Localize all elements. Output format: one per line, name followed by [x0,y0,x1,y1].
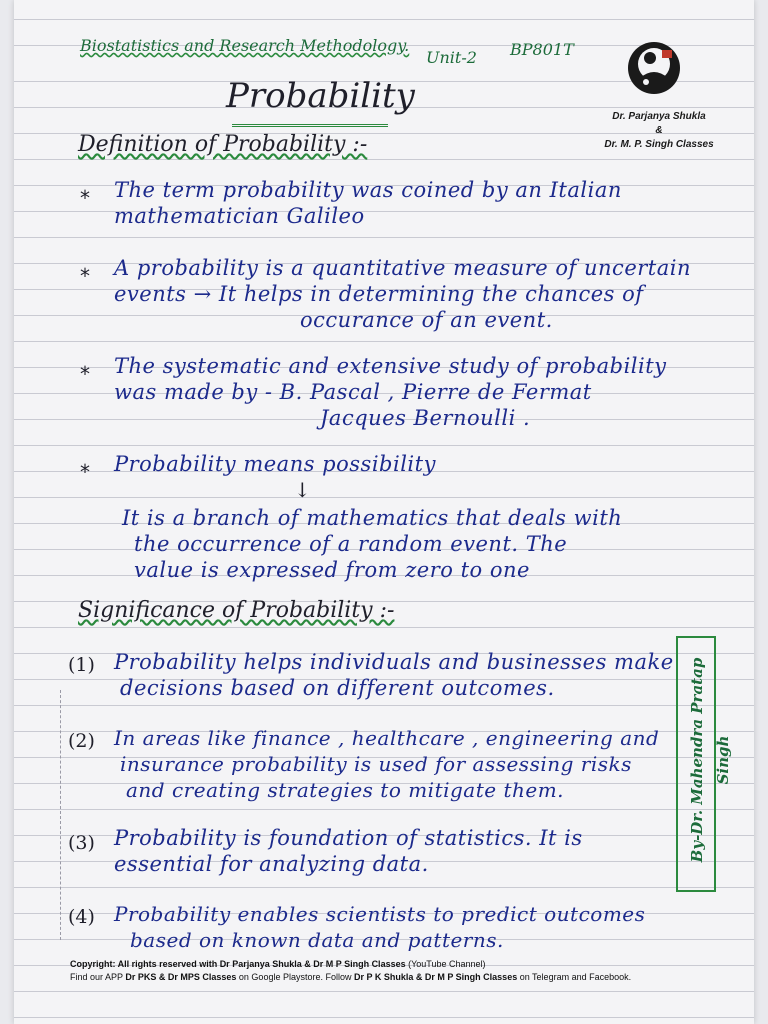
course-code: BP801T [510,40,574,59]
logo-caption [594,110,724,152]
item-number: (1) [68,654,95,676]
margin-line [60,690,62,940]
footer-line-2-c: on Google Playstore. Follow [236,972,354,982]
teacher-logo-icon [622,38,686,102]
unit-label: Unit-2 [426,48,477,67]
item-number: (4) [68,906,95,928]
copyright-footer [70,958,730,984]
explanation-line-2: the occurrence of a random event. The [134,532,568,556]
down-arrow-icon: ↓ [294,478,311,502]
subject-title: Biostatistics and Research Methodology. [80,36,410,55]
logo-caption-line2: & [655,125,663,136]
title-underline [232,118,388,127]
logo-caption-line1: Dr. Parjanya Shukla [612,111,706,122]
footer-line-2 [70,971,730,984]
footer-line-2-a: Find our APP [70,972,126,982]
author-side-box [676,636,732,892]
footer-line-1-bold: Dr Parjanya Shukla & Dr M P Singh Classes [219,959,406,969]
definition-point-1-line-2: mathematician Galileo [114,204,365,228]
significance-item-2-line-3: and creating strategies to mitigate them. [126,778,565,802]
explanation-line-1: It is a branch of mathematics that deals with [122,506,623,530]
author-side-note: By-Dr. Mahendra Pratap Singh [688,657,732,863]
significance-item-2-line-1: In areas like finance , healthcare , engineering and [114,726,660,750]
significance-heading: Significance of Probability :- [78,598,395,623]
bullet-star: * [80,460,90,484]
footer-line-1-suffix: (YouTube Channel) [405,959,486,969]
bullet-star: * [80,362,90,386]
definition-point-2-line-3: occurance of an event. [300,308,553,332]
page-title: Probability [226,76,415,116]
definition-heading: Definition of Probability :- [78,132,368,157]
bullet-star: * [80,186,90,210]
definition-point-4-line-1: Probability means possibility [114,452,436,476]
significance-item-3-line-2: essential for analyzing data. [114,852,429,876]
notebook-page [14,0,754,1024]
definition-point-3-line-1: The systematic and extensive study of probability [114,354,667,378]
footer-line-1 [70,958,730,971]
explanation-line-3: value is expressed from zero to one [134,558,530,582]
footer-line-2-d: Dr P K Shukla & Dr M P Singh Classes [353,972,518,982]
significance-item-1-line-2: decisions based on different outcomes. [120,676,555,700]
item-number: (3) [68,832,95,854]
definition-point-3-line-2: was made by - B. Pascal , Pierre de Fermat [114,380,592,404]
footer-line-2-b: Dr PKS & Dr MPS Classes [125,972,237,982]
definition-point-3-line-3: Jacques Bernoulli . [320,406,531,430]
definition-point-2-line-1: A probability is a quantitative measure of uncertain [114,256,691,280]
significance-item-4-line-2: based on known data and patterns. [130,928,504,952]
footer-line-1-prefix: Copyright: All rights reserved with [70,959,220,969]
footer-line-2-e: on Telegram and Facebook. [517,972,632,982]
definition-point-2-line-2: events → It helps in determining the chances of [114,282,644,306]
bullet-star: * [80,264,90,288]
definition-point-1-line-1: The term probability was coined by an Italian [114,178,622,202]
significance-item-3-line-1: Probability is foundation of statistics. It is [114,826,583,850]
logo-caption-line3: Dr. M. P. Singh Classes [604,139,714,150]
significance-item-1-line-1: Probability helps individuals and businesses make [114,650,674,674]
significance-item-2-line-2: insurance probability is used for assessing risks [120,752,632,776]
significance-item-4-line-1: Probability enables scientists to predict outcomes [114,902,646,926]
item-number: (2) [68,730,95,752]
